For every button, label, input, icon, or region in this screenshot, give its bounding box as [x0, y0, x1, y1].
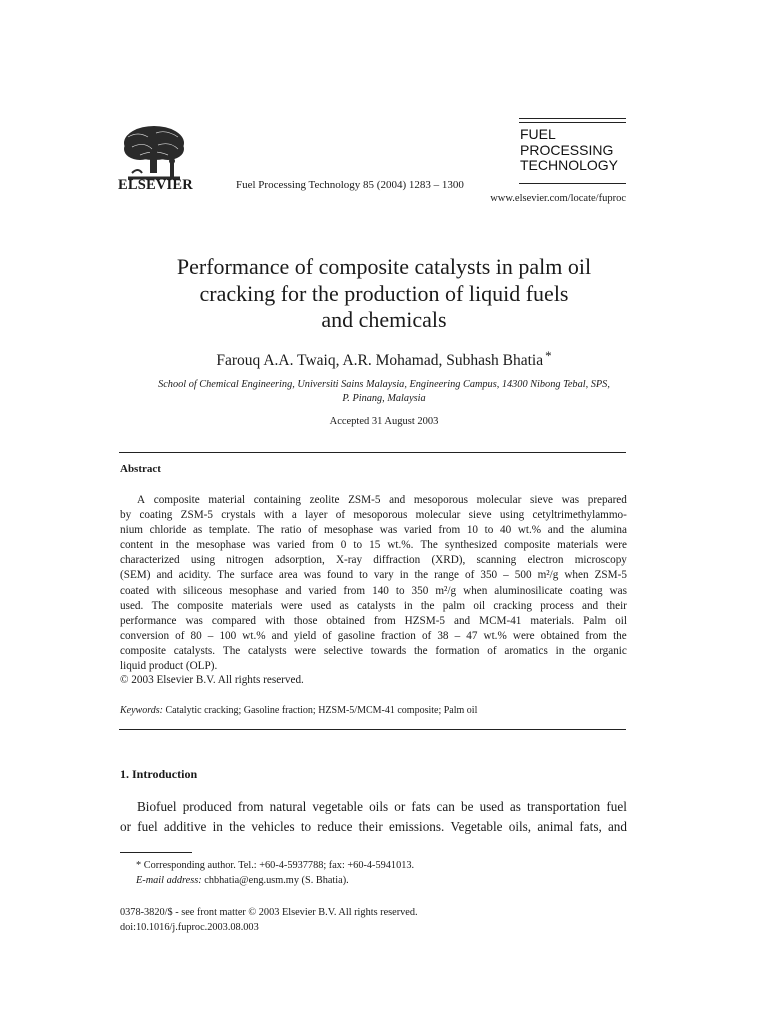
- issn-line: 0378-3820/$ - see front matter © 2003 Elsevier B.V. All rights reserved.: [120, 907, 418, 918]
- email-address-link[interactable]: chbhatia@eng.usm.my (S. Bhatia).: [204, 874, 349, 886]
- affiliation-line: P. Pinang, Malaysia: [342, 392, 426, 404]
- corresponding-author-marker[interactable]: *: [545, 348, 552, 363]
- doi-line[interactable]: doi:10.1016/j.fuproc.2003.08.003: [120, 921, 259, 933]
- text-line: liquid product (OLP).: [120, 660, 218, 673]
- introduction-text: [120, 797, 627, 837]
- text-line: nium chloride as template. The ratio of mesophase was varied from 10 to 40 wt.% and the alumina: [120, 524, 627, 537]
- journal-title-line: PROCESSING: [520, 141, 614, 158]
- affiliation-line: School of Chemical Engineering, Universiti Sains Malaysia, Engineering Campus, 14300 Nibong Tebal, SPS,: [158, 379, 610, 390]
- section-heading-introduction: 1. Introduction: [120, 767, 198, 781]
- email-footnote: [136, 874, 414, 889]
- author-affiliation: [100, 378, 668, 405]
- paper-title: [100, 254, 668, 334]
- publisher-name: ELSEVIER: [118, 177, 193, 193]
- text-line: coated with siliceous mesophase and varied from 140 to 350 m²/g when aluminosilicate coating was: [120, 584, 627, 597]
- email-label: E-mail address:: [136, 874, 202, 886]
- text-line: conversion of 80 – 100 wt.% and yield of gasoline fraction of 38 – 47 wt.% were obtained from the: [120, 629, 627, 642]
- keywords-label: Keywords:: [120, 705, 163, 716]
- author-names: Farouq A.A. Twaiq, A.R. Mohamad, Subhash Bhatia: [216, 352, 544, 369]
- author-list: [100, 348, 668, 370]
- corresponding-author-footnote: * Corresponding author. Tel.: +60-4-5937788; fax: +60-4-5941013.: [136, 860, 415, 871]
- journal-title-line: FUEL: [520, 126, 556, 142]
- footnote-divider: [120, 852, 192, 853]
- journal-title: [520, 127, 630, 174]
- abstract-copyright: © 2003 Elsevier B.V. All rights reserved.: [120, 674, 304, 686]
- paper-title-line: Performance of composite catalysts in palm oil: [176, 254, 592, 279]
- journal-citation: Fuel Processing Technology 85 (2004) 1283 – 1300: [236, 179, 464, 191]
- paper-title-line: and chemicals: [321, 307, 447, 332]
- abstract-bottom-divider: [119, 729, 626, 730]
- text-line: by coating ZSM-5 crystals with a layer of mesoporous molecular sieve using cetyltrimethylammo-: [120, 509, 627, 522]
- text-line: A composite material containing zeolite ZSM-5 and mesoporous molecular sieve was prepared: [137, 494, 627, 506]
- journal-title-divider: [519, 122, 626, 123]
- text-line: Biofuel produced from natural vegetable oils or fats can be used as transportation fuel: [137, 799, 627, 814]
- journal-title-divider: [519, 183, 626, 184]
- text-line: or fuel additive in the vehicles to reduce their emissions. Vegetable oils, animal fats, and: [120, 819, 627, 834]
- journal-url-link[interactable]: www.elsevier.com/locate/fuproc: [490, 193, 626, 204]
- keywords: [120, 705, 477, 716]
- abstract-top-divider: [119, 452, 626, 453]
- text-line: (SEM) and acidity. The surface area was found to vary in the range of 350 – 500 m²/g when ZSM-5: [120, 569, 627, 582]
- footnotes: [136, 859, 414, 888]
- front-matter: [120, 906, 418, 935]
- text-line: composite catalysts. The catalysts were selective towards the formation of aromatics in the organic: [120, 644, 627, 657]
- abstract-text: [120, 493, 627, 674]
- accepted-date: Accepted 31 August 2003: [329, 416, 439, 427]
- paper-title-line: cracking for the production of liquid fuels: [199, 280, 569, 306]
- abstract-heading: Abstract: [120, 463, 161, 475]
- text-line: content in the mesophase was varied from 0 to 15 wt.%. The synthesized composite materials were: [120, 539, 627, 552]
- text-line: characterized using nitrogen adsorption, X-ray diffraction (XRD), scanning electron microscopy: [120, 554, 627, 567]
- keywords-text: Catalytic cracking; Gasoline fraction; HZSM-5/MCM-41 composite; Palm oil: [165, 705, 478, 716]
- journal-title-line: TECHNOLOGY: [520, 157, 619, 173]
- text-line: used. The composite materials were used as catalysts in the palm oil cracking process and their: [120, 599, 627, 612]
- journal-title-divider: [519, 118, 626, 119]
- text-line: performance was compared with those obtained from HZSM-5 and MCM-41 materials. Palm oil: [120, 614, 627, 627]
